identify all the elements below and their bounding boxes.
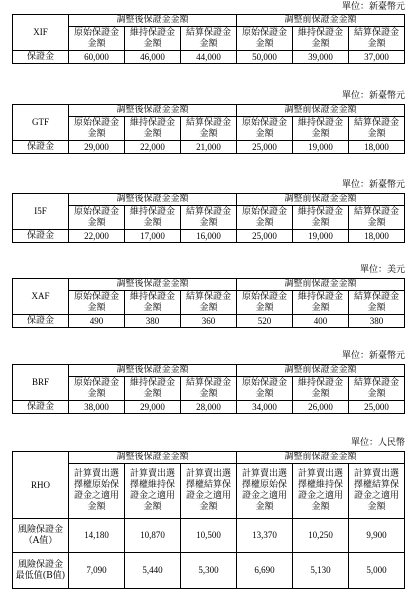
column-header: 原始保證金金額	[237, 377, 293, 401]
column-header: 計算賣出選擇權維持保證金之適用金額	[125, 464, 181, 519]
cell-value: 5,440	[125, 553, 181, 589]
table-row	[13, 315, 405, 328]
column-header: 計算賣出選擇權結算保證金之適用金額	[181, 464, 237, 519]
column-header: 原始保證金金額	[69, 117, 125, 141]
group-header-after: 調整後保證金金額	[69, 365, 237, 377]
group-header-after: 調整後保證金金額	[69, 452, 237, 464]
group-header-after: 調整後保證金金額	[69, 279, 237, 291]
column-header: 維持保證金金額	[125, 206, 181, 230]
cell-value: 26,000	[293, 401, 349, 414]
column-header: 原始保證金金額	[237, 291, 293, 315]
column-header: 維持保證金金額	[293, 377, 349, 401]
cell-value: 400	[293, 315, 349, 328]
group-header-before: 調整前保證金金額	[237, 15, 405, 27]
cell-value: 520	[237, 315, 293, 328]
column-header: 維持保證金金額	[293, 206, 349, 230]
cell-value: 25,000	[237, 141, 293, 154]
column-header: 結算保證金金額	[349, 27, 405, 51]
margin-table-rho	[12, 451, 405, 589]
margin-table-i5f	[12, 193, 405, 243]
cell-value: 25,000	[349, 401, 405, 414]
column-header: 原始保證金金額	[237, 117, 293, 141]
column-header: 結算保證金金額	[349, 206, 405, 230]
column-header: 原始保證金金額	[69, 206, 125, 230]
cell-value: 10,870	[125, 519, 181, 553]
group-header-before: 調整前保證金金額	[237, 194, 405, 206]
cell-value: 9,900	[349, 519, 405, 553]
group-header-before: 調整前保證金金額	[237, 279, 405, 291]
cell-value: 22,000	[125, 141, 181, 154]
unit-label: 單位：人民幣	[350, 438, 405, 448]
cell-value: 25,000	[237, 230, 293, 243]
cell-value: 10,250	[293, 519, 349, 553]
cell-value: 50,000	[237, 51, 293, 64]
cell-value: 37,000	[349, 51, 405, 64]
cell-value: 28,000	[181, 401, 237, 414]
cell-value: 360	[181, 315, 237, 328]
cell-value: 21,000	[181, 141, 237, 154]
cell-value: 38,000	[69, 401, 125, 414]
cell-value: 29,000	[69, 141, 125, 154]
row-label: 保證金	[13, 401, 69, 414]
table-row	[13, 141, 405, 154]
table-row	[13, 230, 405, 243]
cell-value: 490	[69, 315, 125, 328]
cell-value: 380	[125, 315, 181, 328]
cell-value: 46,000	[125, 51, 181, 64]
cell-value: 19,000	[293, 230, 349, 243]
column-header: 結算保證金金額	[181, 377, 237, 401]
unit-label: 單位：美元	[359, 265, 405, 275]
unit-label: 單位：新臺幣元	[341, 351, 405, 361]
cell-value: 6,690	[237, 553, 293, 589]
group-header-before: 調整前保證金金額	[237, 105, 405, 117]
column-header: 計算賣出選擇權結算保證金之適用金額	[349, 464, 405, 519]
group-header-after: 調整後保證金金額	[69, 105, 237, 117]
product-name: BRF	[13, 365, 69, 401]
margin-table-brf	[12, 364, 405, 414]
column-header: 結算保證金金額	[181, 117, 237, 141]
column-header: 結算保證金金額	[349, 377, 405, 401]
cell-value: 13,370	[237, 519, 293, 553]
row-label: 風險保證金（A值）	[13, 519, 69, 553]
column-header: 計算賣出選擇權維持保證金之適用金額	[293, 464, 349, 519]
group-header-before: 調整前保證金金額	[237, 365, 405, 377]
column-header: 維持保證金金額	[293, 291, 349, 315]
cell-value: 14,180	[69, 519, 125, 553]
row-label: 保證金	[13, 141, 69, 154]
unit-label: 單位：新臺幣元	[341, 91, 405, 101]
group-header-before: 調整前保證金金額	[237, 452, 405, 464]
column-header: 結算保證金金額	[181, 291, 237, 315]
product-name: I5F	[13, 194, 69, 230]
cell-value: 29,000	[125, 401, 181, 414]
column-header: 原始保證金金額	[237, 206, 293, 230]
product-name: GTF	[13, 105, 69, 141]
cell-value: 5,300	[181, 553, 237, 589]
column-header: 原始保證金金額	[237, 27, 293, 51]
group-header-after: 調整後保證金金額	[69, 15, 237, 27]
column-header: 結算保證金金額	[349, 291, 405, 315]
column-header: 結算保證金金額	[181, 27, 237, 51]
table-row	[13, 519, 405, 553]
column-header: 維持保證金金額	[293, 117, 349, 141]
margin-table-xif	[12, 14, 405, 64]
column-header: 維持保證金金額	[125, 27, 181, 51]
cell-value: 60,000	[69, 51, 125, 64]
product-name: XIF	[13, 15, 69, 51]
cell-value: 380	[349, 315, 405, 328]
row-label: 保證金	[13, 230, 69, 243]
cell-value: 18,000	[349, 141, 405, 154]
group-header-after: 調整後保證金金額	[69, 194, 237, 206]
cell-value: 34,000	[237, 401, 293, 414]
column-header: 計算賣出選擇權原始保證金之適用金額	[69, 464, 125, 519]
column-header: 維持保證金金額	[293, 27, 349, 51]
product-name: XAF	[13, 279, 69, 315]
cell-value: 44,000	[181, 51, 237, 64]
column-header: 維持保證金金額	[125, 377, 181, 401]
table-row	[13, 553, 405, 589]
column-header: 原始保證金金額	[69, 291, 125, 315]
column-header: 原始保證金金額	[69, 27, 125, 51]
table-row	[13, 51, 405, 64]
product-name: RHO	[13, 452, 69, 519]
column-header: 計算賣出選擇權原始保證金之適用金額	[237, 464, 293, 519]
cell-value: 10,500	[181, 519, 237, 553]
cell-value: 39,000	[293, 51, 349, 64]
cell-value: 17,000	[125, 230, 181, 243]
column-header: 維持保證金金額	[125, 117, 181, 141]
unit-label: 單位：新臺幣元	[341, 2, 405, 12]
row-label: 保證金	[13, 51, 69, 64]
cell-value: 19,000	[293, 141, 349, 154]
column-header: 維持保證金金額	[125, 291, 181, 315]
cell-value: 5,130	[293, 553, 349, 589]
cell-value: 18,000	[349, 230, 405, 243]
column-header: 原始保證金金額	[69, 377, 125, 401]
cell-value: 22,000	[69, 230, 125, 243]
row-label: 保證金	[13, 315, 69, 328]
column-header: 結算保證金金額	[181, 206, 237, 230]
table-row	[13, 401, 405, 414]
unit-label: 單位：新臺幣元	[341, 180, 405, 190]
cell-value: 7,090	[69, 553, 125, 589]
margin-table-gtf	[12, 104, 405, 154]
cell-value: 16,000	[181, 230, 237, 243]
row-label: 風險保證金最低值(B值)	[13, 553, 69, 589]
margin-table-xaf	[12, 278, 405, 328]
column-header: 結算保證金金額	[349, 117, 405, 141]
cell-value: 5,000	[349, 553, 405, 589]
